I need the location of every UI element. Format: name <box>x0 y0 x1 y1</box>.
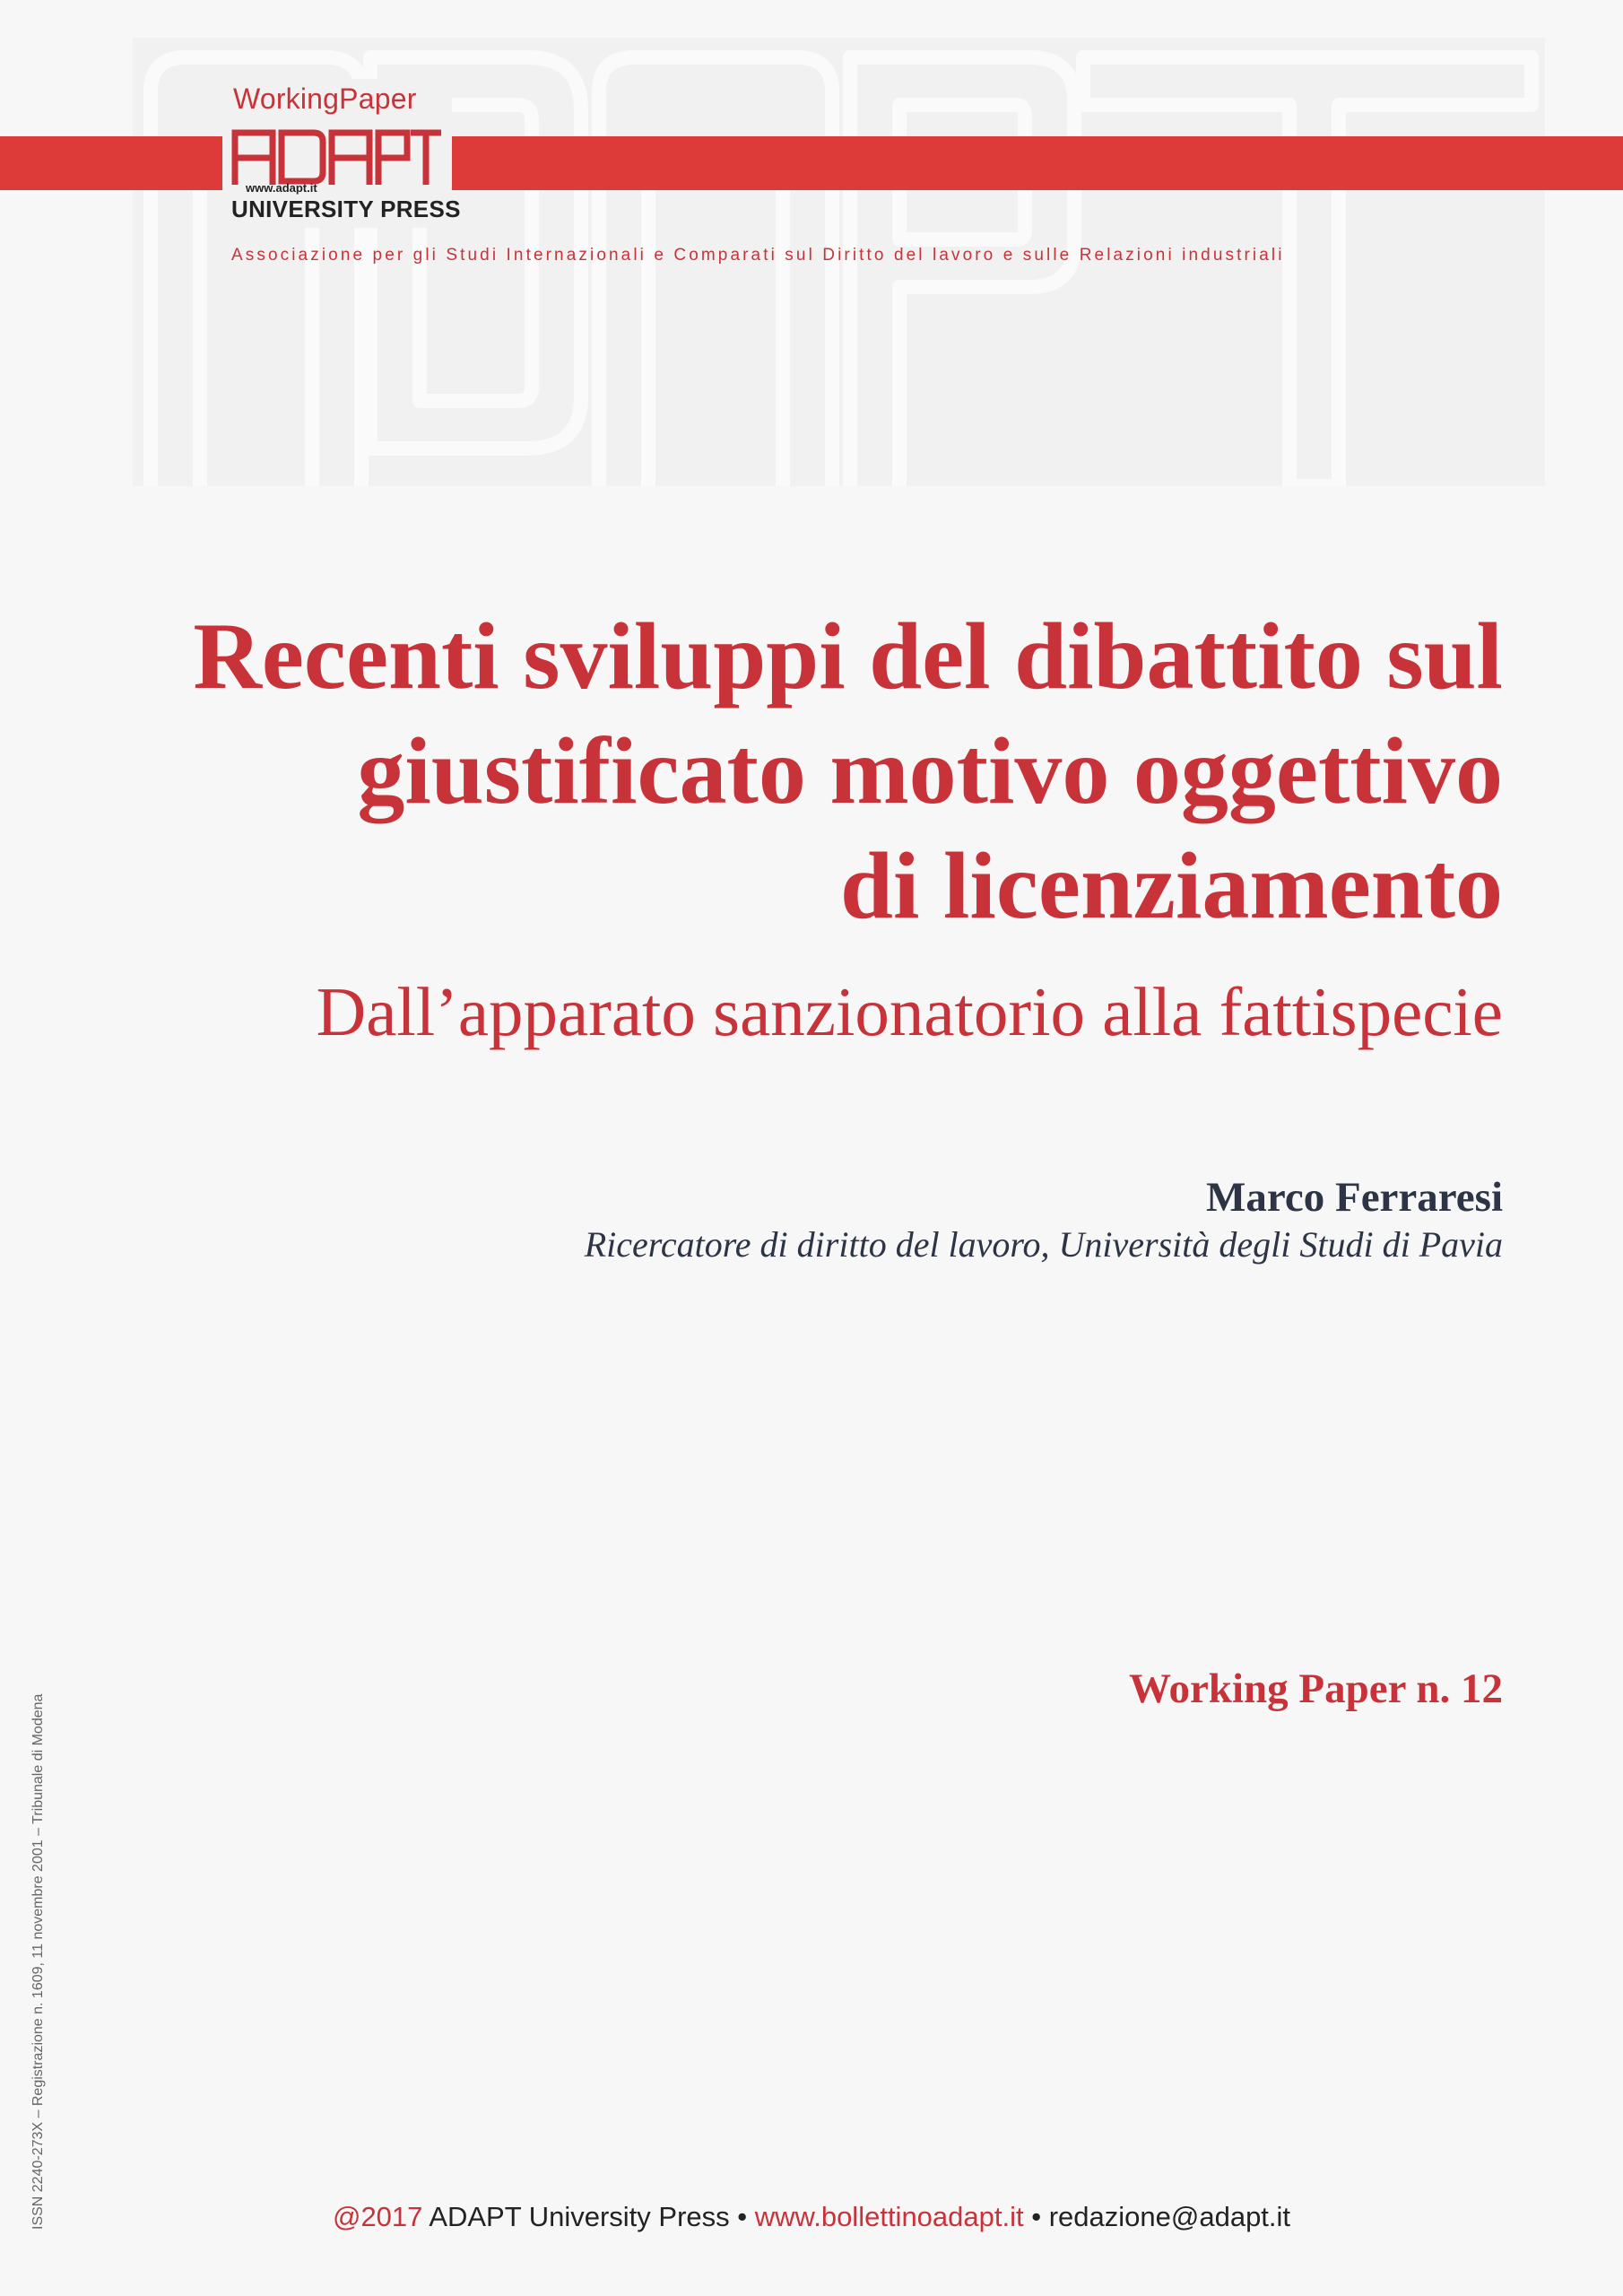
footer-separator-2: • <box>1031 2201 1042 2232</box>
adapt-logo-mark <box>231 126 443 185</box>
logo-url: www.adapt.it <box>246 181 317 195</box>
footer-email-link[interactable]: redazione@adapt.it <box>1048 2201 1291 2232</box>
footer <box>0 2201 1623 2233</box>
working-paper-number: Working Paper n. 12 <box>1129 1665 1503 1712</box>
logo-press-label: UNIVERSITY PRESS <box>231 196 461 222</box>
association-tagline: Associazione per gli Studi Internazionali e Comparati sul Diritto del lavoro e sulle Relazioni industriali <box>231 246 1285 265</box>
document-title <box>68 599 1503 944</box>
title-line-3: di licenziamento <box>840 833 1503 938</box>
issn-registration-note: ISSN 2240-273X – Registrazione n. 1609, 11 novembre 2001 – Tribunale di Modena <box>30 1693 46 2230</box>
footer-publisher: ADAPT University Press <box>429 2201 730 2232</box>
document-subtitle: Dall’apparato sanzionatorio alla fattispecie <box>316 973 1503 1050</box>
author-name: Marco Ferraresi <box>1206 1174 1503 1221</box>
footer-website-link[interactable]: www.bollettinoadapt.it <box>754 2201 1024 2232</box>
title-line-2: giustificato motivo oggettivo <box>357 718 1503 823</box>
title-line-1: Recenti sviluppi del dibattito sul <box>193 604 1503 709</box>
footer-separator-1: • <box>737 2201 748 2232</box>
author-affiliation: Ricercatore di diritto del lavoro, Università degli Studi di Pavia <box>584 1224 1503 1265</box>
footer-copyright: @2017 <box>332 2201 423 2232</box>
logo-series-label: WorkingPaper <box>233 83 417 115</box>
